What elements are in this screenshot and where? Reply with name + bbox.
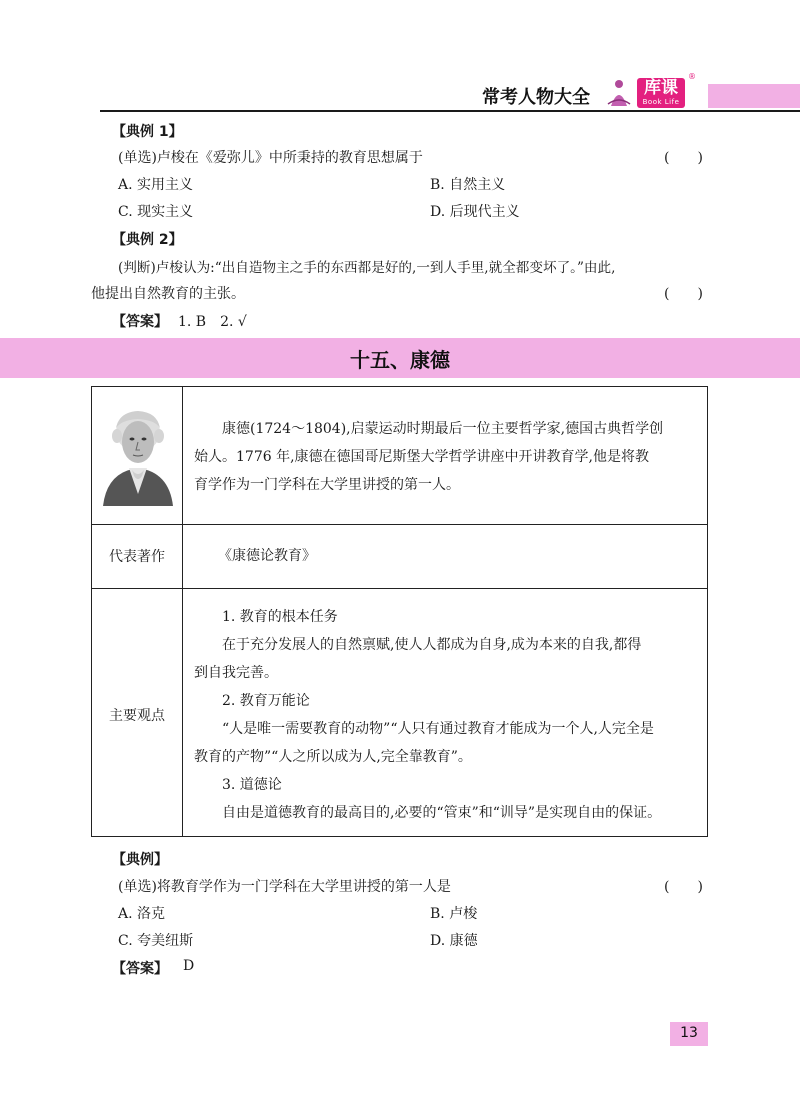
example-1-option-c: C. 现实主义 (118, 204, 194, 220)
example-1-label: 【典例 1】 (112, 124, 183, 140)
example-3-option-b: B. 卢梭 (430, 906, 478, 922)
example-1-question: (单选)卢梭在《爱弥儿》中所秉持的教育思想属于 (118, 150, 423, 166)
works-value: 《康德论教育》 (218, 548, 316, 564)
page-number: 13 (680, 1025, 698, 1041)
running-header-title: 常考人物大全 (482, 87, 590, 108)
example-1-option-a: A. 实用主义 (118, 177, 194, 193)
answer-2-value: D (183, 958, 195, 974)
answer-1-label: 【答案】 (112, 314, 168, 330)
view-text-3: 自由是道德教育的最高目的,必要的“管束”和“训导”是实现自由的保证。 (222, 805, 662, 821)
example-2-label: 【典例 2】 (112, 232, 183, 248)
view-heading-2: 2. 教育万能论 (222, 693, 310, 709)
example-2-line-1: (判断)卢梭认为:“出自造物主之手的东西都是好的,一到人手里,就全都变坏了。”由此, (118, 260, 616, 276)
example-3-label: 【典例】 (112, 852, 168, 868)
figure-decoration-icon (606, 78, 632, 108)
view-text-1b: 到自我完善。 (194, 665, 278, 681)
section-title: 十五、康德 (350, 348, 450, 372)
view-heading-1: 1. 教育的根本任务 (222, 609, 338, 625)
kant-portrait (99, 402, 177, 506)
works-label: 代表著作 (109, 549, 165, 565)
intro-line-3: 育学作为一门学科在大学里讲授的第一人。 (194, 477, 460, 493)
view-heading-3: 3. 道德论 (222, 777, 282, 793)
brand-logo (637, 78, 685, 108)
header-rule (100, 110, 800, 112)
example-3-option-c: C. 夸美纽斯 (118, 933, 194, 949)
answer-1-value: 1. B 2. √ (178, 314, 247, 330)
header-accent-band (708, 84, 800, 108)
answer-2-label: 【答案】 (112, 961, 168, 977)
registered-mark: ® (688, 72, 696, 81)
example-2-answer-blank: ( ) (664, 286, 703, 302)
example-1-answer-blank: ( ) (664, 150, 703, 166)
example-3-answer-blank: ( ) (664, 879, 703, 895)
table-row-divider (91, 524, 708, 525)
views-label: 主要观点 (109, 708, 165, 724)
example-2-line-2: 他提出自然教育的主张。 (91, 286, 245, 302)
example-1-option-b: B. 自然主义 (430, 177, 506, 193)
table-column-divider (182, 386, 183, 837)
intro-line-2: 始人。1776 年,康德在德国哥尼斯堡大学哲学讲座中开讲教育学,他是将教 (194, 449, 649, 465)
view-text-1a: 在于充分发展人的自然禀赋,使人人都成为自身,成为本来的自我,都得 (222, 637, 642, 653)
intro-line-1: 康德(1724～1804),启蒙运动时期最后一位主要哲学家,德国古典哲学创 (222, 421, 664, 437)
view-text-2b: 教育的产物”“人之所以成为人,完全靠教育”。 (194, 749, 472, 765)
table-row-divider (91, 588, 708, 589)
example-3-option-d: D. 康德 (430, 933, 478, 949)
view-text-2a: “人是唯一需要教育的动物”“人只有通过教育才能成为一个人,人完全是 (222, 721, 654, 737)
example-3-option-a: A. 洛克 (118, 906, 166, 922)
brand-logo-subtext: Book Life (642, 98, 680, 106)
example-3-question: (单选)将教育学作为一门学科在大学里讲授的第一人是 (118, 879, 451, 895)
brand-logo-text: 库课 (644, 78, 678, 98)
example-1-option-d: D. 后现代主义 (430, 204, 520, 220)
